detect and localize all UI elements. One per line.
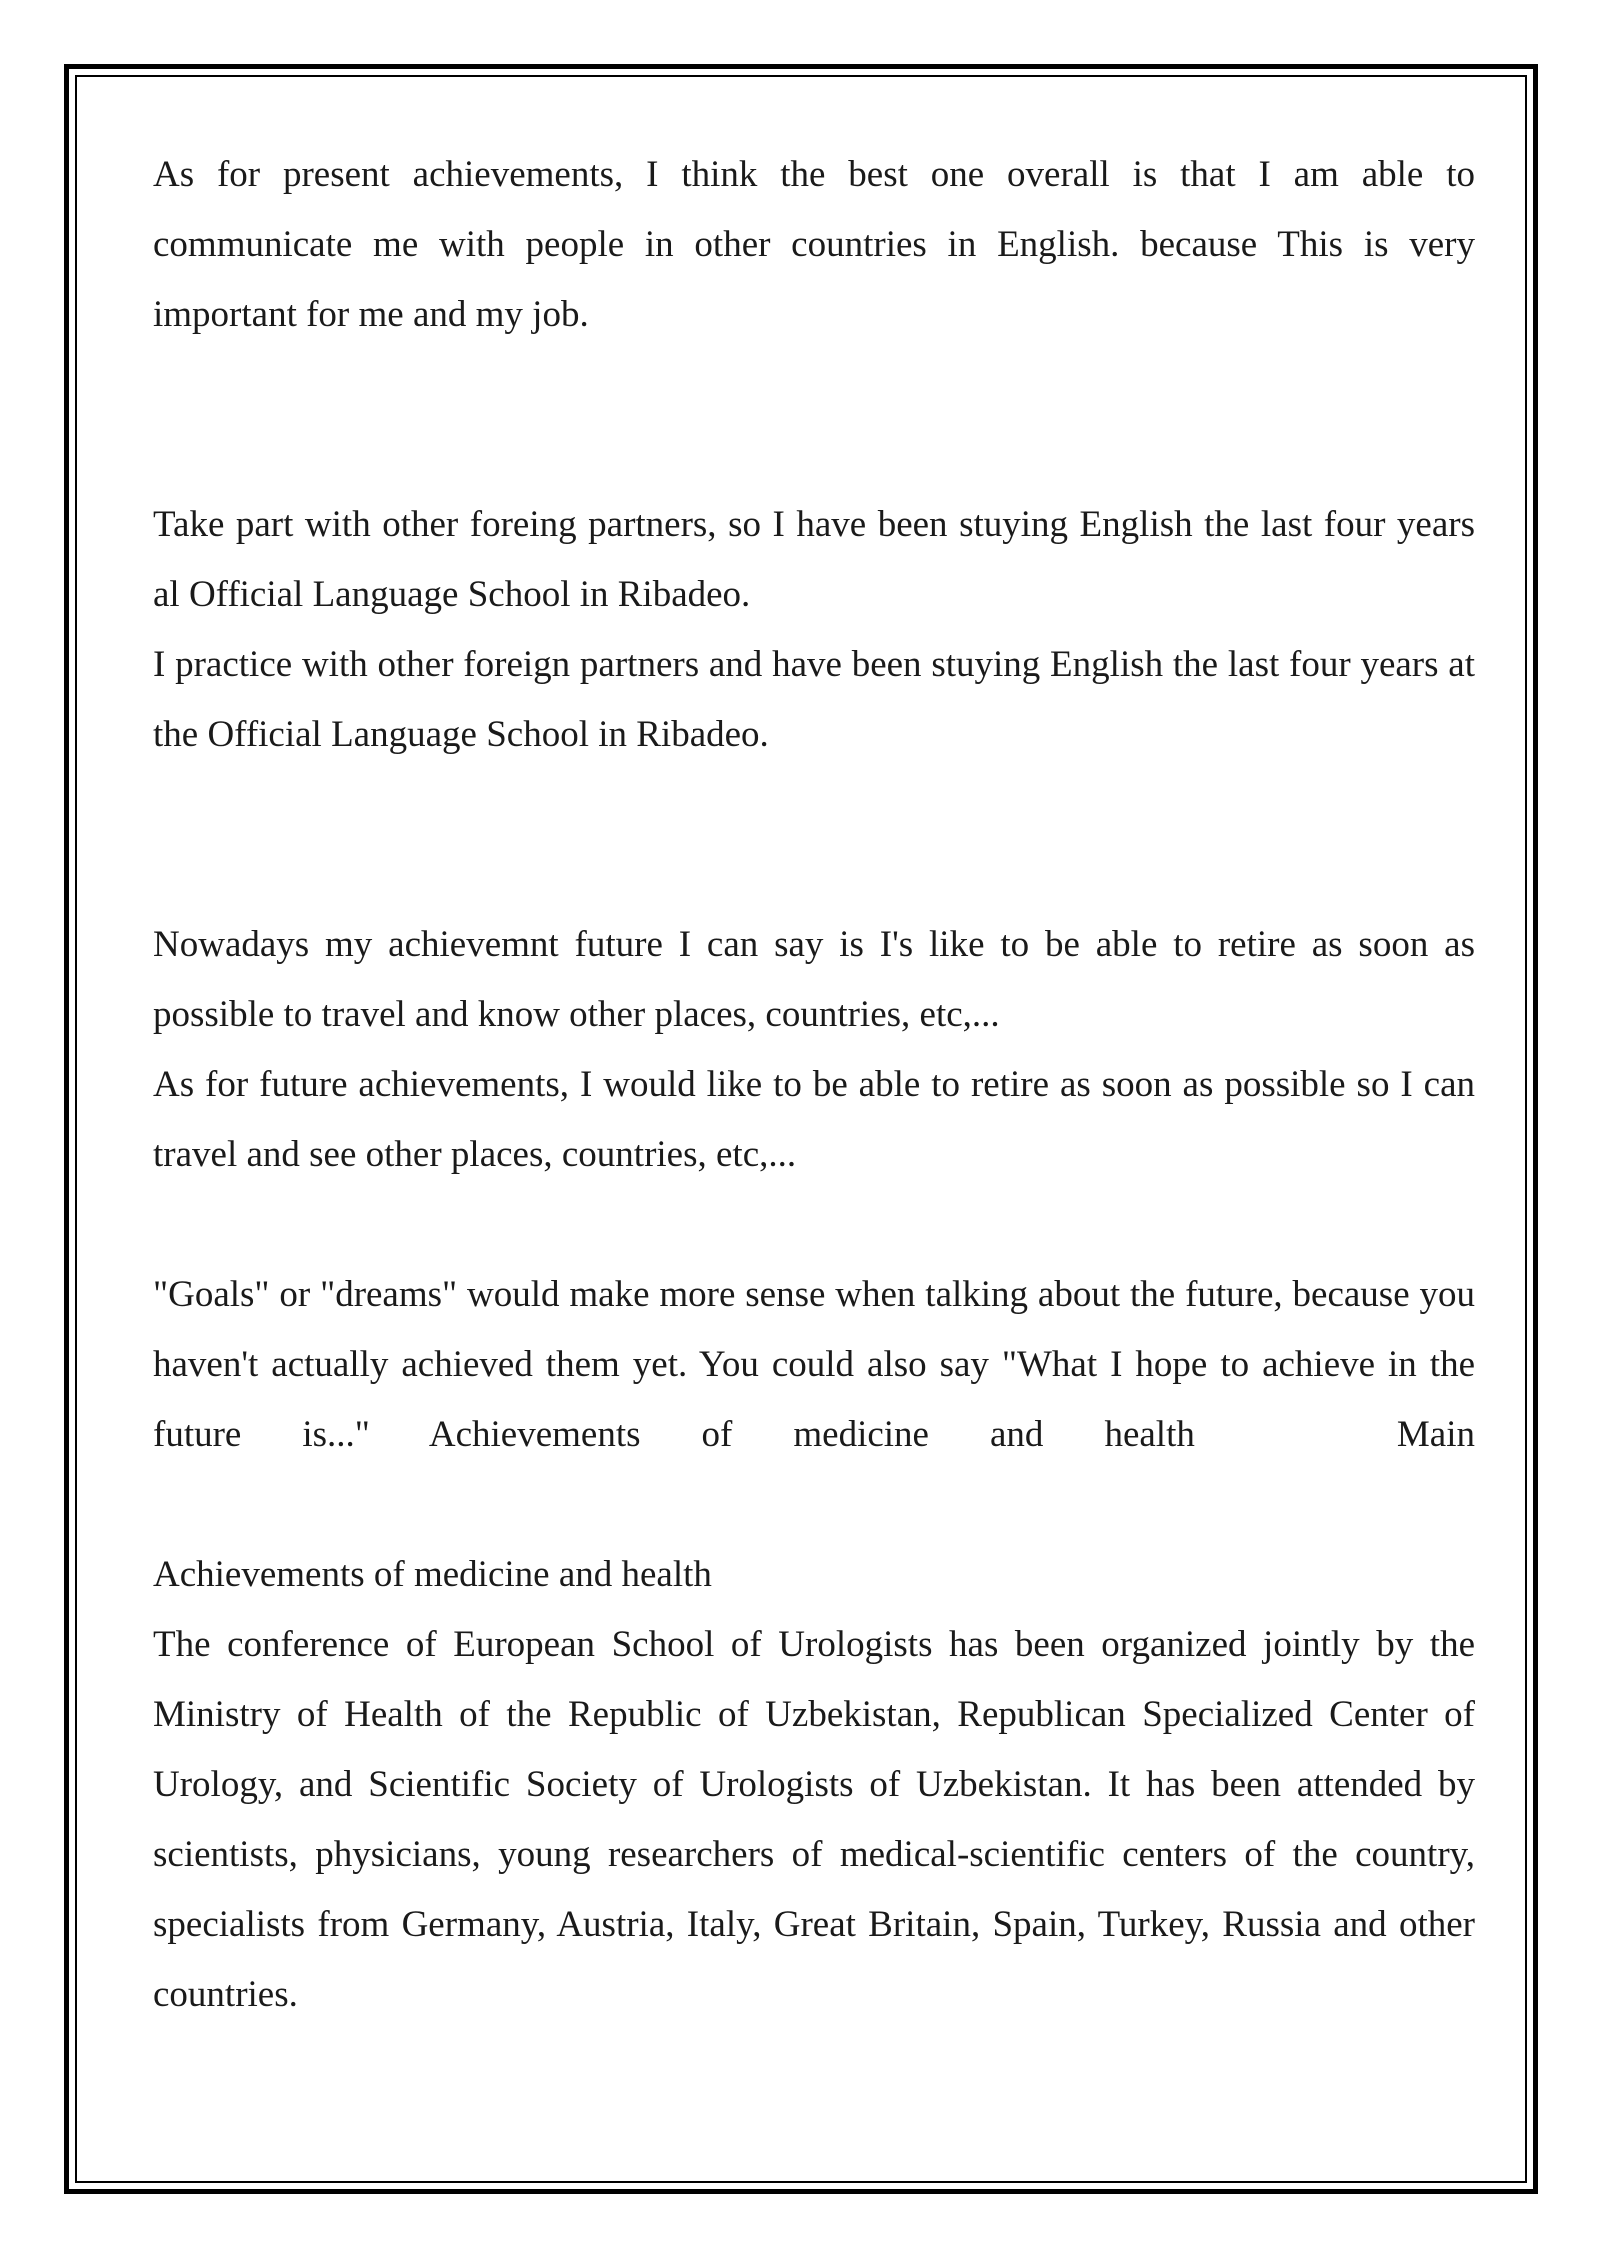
paragraph-future [153, 910, 1475, 1190]
paragraph-gap [153, 1470, 1475, 1540]
section-heading: Achievements of medicine and health [153, 1554, 712, 1595]
paragraph-gap [153, 770, 1475, 910]
paragraph-text-corrected: I practice with other foreign partners and have been stuying English the last four years at the Official Language School in Ribadeo. [153, 644, 1475, 755]
paragraph-text: "Goals" or "dreams" would make more sense when talking about the future, because you haven't actually achieved them yet. You could also say "What I hope to achieve in the future is..." Achievements of medicine and health [153, 1274, 1475, 1455]
paragraph-gap [153, 1190, 1475, 1260]
paragraph-text: The conference of European School of Urologists has been organized jointly by the Ministry of Health of the Republic of Uzbekistan, Republican Specialized Center of Urology, and Scientific Society of Urologists of Uzbekistan. It has been attended by scientists, physicians, young researchers of medical-scientific centers of the country, specialists from Germany, Austria, Italy, Great Britain, Spain, Turkey, Russia and other countries. [153, 1624, 1475, 2015]
paragraph-gap [153, 350, 1475, 490]
trailing-word: Main [1396, 1414, 1476, 1455]
document-body [153, 140, 1475, 2030]
paragraph-text: Take part with other foreing partners, so I have been stuying English the last four years al Official Language School in Ribadeo. [153, 504, 1475, 615]
paragraph-goals [153, 1260, 1475, 1470]
paragraph-partners [153, 490, 1475, 770]
paragraph-text: Nowadays my achievemnt future I can say is I's like to be able to retire as soon as possible to travel and know other places, countries, etc,... [153, 924, 1475, 1035]
paragraph-text: As for present achievements, I think the best one overall is that I am able to communicate me with people in other countries in English. because This is very important for me and my job. [153, 154, 1475, 335]
paragraph-medicine [153, 1540, 1475, 2030]
paragraph-text-corrected: As for future achievements, I would like to be able to retire as soon as possible so I can travel and see other places, countries, etc,... [153, 1064, 1475, 1175]
paragraph-present-achievements [153, 140, 1475, 350]
